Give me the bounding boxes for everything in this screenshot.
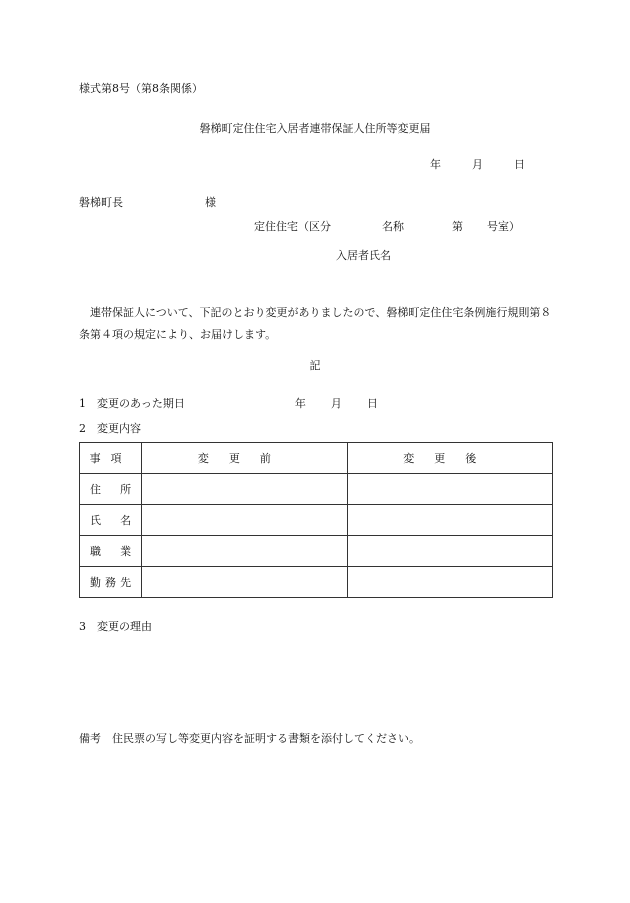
workplace-after-cell[interactable] — [347, 567, 552, 598]
form-number: 様式第8号（第8条関係） — [79, 82, 203, 95]
item1-month: 月 — [330, 397, 342, 410]
addressee-name: 磐梯町長 — [79, 196, 123, 209]
header-after: 変更後 — [347, 443, 552, 474]
date-month: 月 — [472, 158, 483, 171]
item-change-reason: 3 変更の理由 — [79, 620, 152, 633]
occupation-before-cell[interactable] — [142, 536, 347, 567]
address-before-cell[interactable] — [142, 474, 347, 505]
header-before: 変更前 — [142, 443, 347, 474]
change-table — [79, 442, 553, 598]
remarks: 備考 住民票の写し等変更内容を証明する書類を添付してください。 — [79, 732, 420, 745]
row-label-address: 住所 — [80, 474, 142, 505]
row-label-occupation: 職業 — [80, 536, 142, 567]
row-label-name: 氏名 — [80, 505, 142, 536]
item1-date — [295, 397, 378, 410]
date-year: 年 — [430, 158, 441, 171]
housing-line — [254, 218, 520, 234]
resident-name-label: 入居者氏名 — [336, 249, 391, 262]
row-label-workplace: 勤務先 — [80, 567, 142, 598]
housing-name-label: 名称 — [382, 220, 404, 233]
occupation-after-cell[interactable] — [347, 536, 552, 567]
item-change-date — [79, 395, 378, 411]
item-change-content: 2 変更内容 — [79, 422, 141, 435]
table-row — [80, 474, 553, 505]
housing-number-prefix: 第 — [452, 220, 463, 233]
address-after-cell[interactable] — [347, 474, 552, 505]
item1-day: 日 — [366, 397, 378, 410]
document-title: 磐梯町定住住宅入居者連帯保証人住所等変更届 — [199, 122, 431, 135]
ki-marker: 記 — [309, 359, 321, 372]
housing-label: 定住住宅（区分 — [254, 220, 331, 233]
date-line — [430, 156, 525, 172]
table-row — [80, 505, 553, 536]
housing-number-suffix: 号室） — [487, 220, 520, 233]
name-after-cell[interactable] — [347, 505, 552, 536]
table-row — [80, 567, 553, 598]
item1-year: 年 — [294, 397, 306, 410]
table-header-row — [80, 443, 553, 474]
body-paragraph: 連帯保証人について、下記のとおり変更がありましたので、磐梯町定住住宅条例施行規則第８条第４項の規定により、お届けします。 — [79, 306, 552, 341]
addressee — [79, 194, 216, 210]
workplace-before-cell[interactable] — [142, 567, 347, 598]
header-item: 事項 — [80, 443, 142, 474]
addressee-honorific: 様 — [205, 196, 216, 209]
table-row — [80, 536, 553, 567]
name-before-cell[interactable] — [142, 505, 347, 536]
date-day: 日 — [514, 158, 525, 171]
item1-label: 1 変更のあった期日 — [79, 397, 185, 410]
